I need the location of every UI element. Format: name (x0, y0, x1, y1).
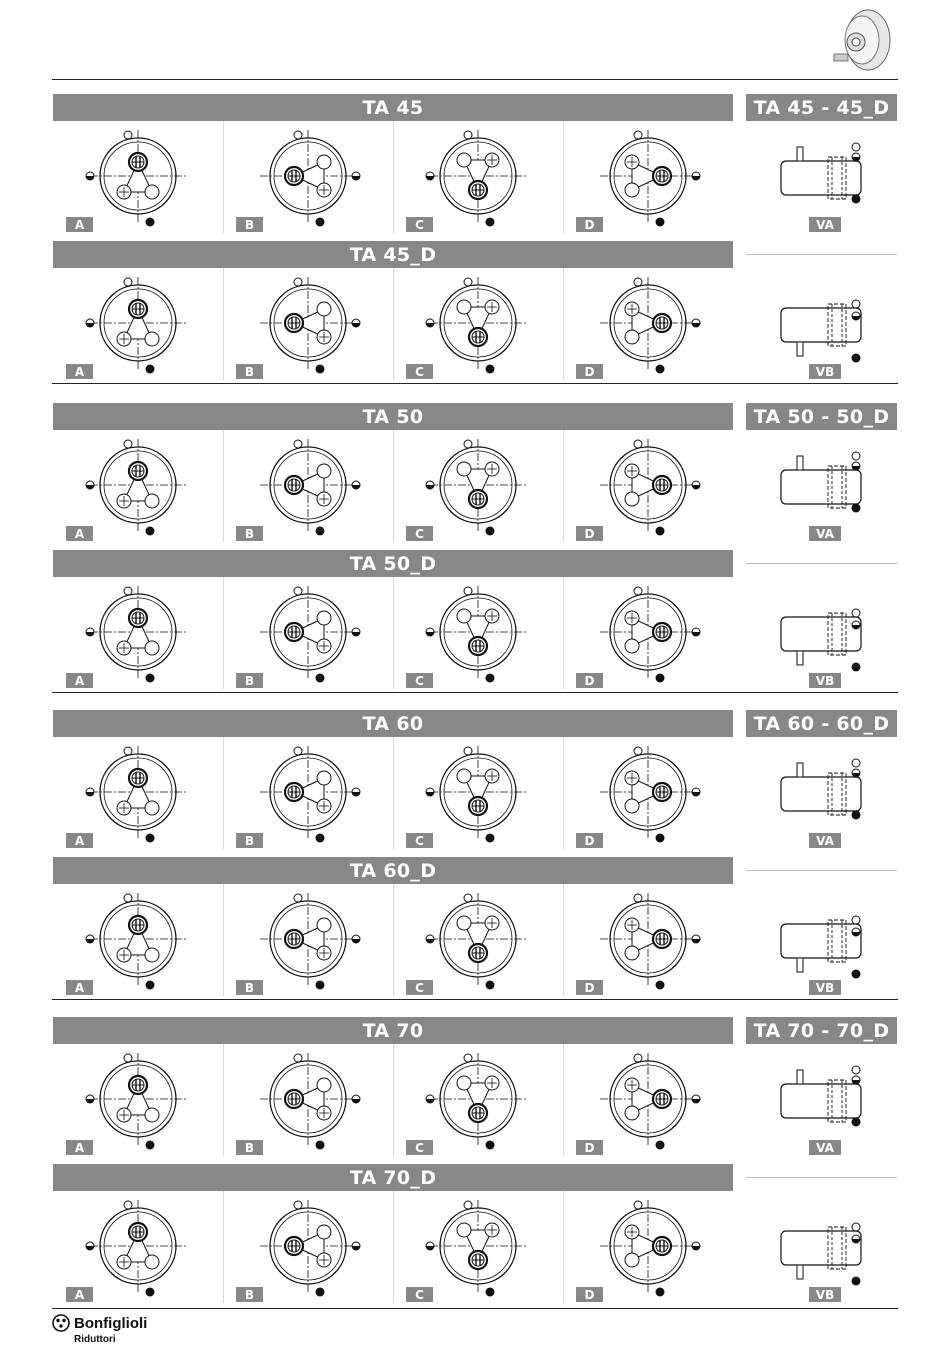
mounting-position-a (53, 577, 224, 689)
top-rule (52, 79, 898, 80)
position-label: D (576, 833, 603, 848)
position-label: C (406, 673, 433, 688)
position-label: B (236, 364, 263, 379)
group-divider (52, 999, 898, 1000)
position-label: A (66, 217, 93, 232)
va-label: VA (809, 833, 841, 848)
mounting-position-b (223, 121, 394, 233)
side-view-vb (746, 1191, 897, 1303)
position-label: C (406, 980, 433, 995)
position-label: C (406, 1287, 433, 1302)
bonfiglioli-logo-icon (52, 1314, 70, 1332)
mounting-position-b (223, 884, 394, 996)
position-label: B (236, 980, 263, 995)
vb-label: VB (809, 364, 841, 379)
position-label: A (66, 1140, 93, 1155)
position-label: D (576, 526, 603, 541)
mounting-position-c (393, 268, 564, 380)
brand-logo (52, 1314, 147, 1332)
mounting-position-a (53, 737, 224, 849)
brand-name: Bonfiglioli (74, 1314, 148, 1332)
side-view-va (746, 1044, 897, 1156)
side-divider (746, 870, 897, 871)
position-label: B (236, 1287, 263, 1302)
mounting-row-d (53, 577, 733, 689)
mounting-position-d (563, 121, 733, 233)
mounting-position-b (223, 737, 394, 849)
position-label: B (236, 1140, 263, 1155)
va-label: VA (809, 526, 841, 541)
side-section-title: TA 50 - 50_D (746, 403, 897, 430)
mounting-row-d (53, 1191, 733, 1303)
mounting-position-c (393, 1191, 564, 1303)
va-label: VA (809, 1140, 841, 1155)
mounting-position-a (53, 268, 224, 380)
position-label: A (66, 526, 93, 541)
side-divider (746, 563, 897, 564)
position-label: A (66, 364, 93, 379)
mounting-row-standard (53, 430, 733, 542)
mounting-position-d (563, 1191, 733, 1303)
mounting-row-standard (53, 1044, 733, 1156)
mounting-row-d (53, 884, 733, 996)
side-view-va (746, 737, 897, 849)
group-divider (52, 383, 898, 384)
vb-label: VB (809, 673, 841, 688)
side-divider (746, 1177, 897, 1178)
mounting-position-a (53, 884, 224, 996)
mounting-position-d (563, 430, 733, 542)
section-title-d: TA 70_D (53, 1164, 733, 1191)
mounting-position-b (223, 1191, 394, 1303)
section-title: TA 45 (53, 94, 733, 121)
side-section-title: TA 45 - 45_D (746, 94, 897, 121)
section-title-d: TA 50_D (53, 550, 733, 577)
side-view-va (746, 430, 897, 542)
mounting-position-b (223, 268, 394, 380)
mounting-position-d (563, 1044, 733, 1156)
side-divider (746, 254, 897, 255)
mounting-position-b (223, 430, 394, 542)
side-section-title: TA 70 - 70_D (746, 1017, 897, 1044)
mounting-position-c (393, 737, 564, 849)
mounting-row-d (53, 268, 733, 380)
position-label: B (236, 217, 263, 232)
mounting-row-standard (53, 121, 733, 233)
position-label: A (66, 673, 93, 688)
position-label: D (576, 673, 603, 688)
brand-subtitle: Riduttori (74, 1334, 116, 1345)
side-view-va (746, 121, 897, 233)
mounting-position-c (393, 430, 564, 542)
mounting-position-a (53, 1191, 224, 1303)
side-view-vb (746, 577, 897, 689)
section-title-d: TA 45_D (53, 241, 733, 268)
va-label: VA (809, 217, 841, 232)
mounting-position-b (223, 1044, 394, 1156)
position-label: C (406, 364, 433, 379)
position-label: C (406, 526, 433, 541)
mounting-position-a (53, 430, 224, 542)
position-label: C (406, 1140, 433, 1155)
side-view-vb (746, 268, 897, 380)
mounting-position-a (53, 1044, 224, 1156)
vb-label: VB (809, 980, 841, 995)
mounting-position-d (563, 268, 733, 380)
gearbox-thumbnail-image (832, 6, 892, 72)
group-divider (52, 692, 898, 693)
section-title: TA 60 (53, 710, 733, 737)
mounting-position-c (393, 1044, 564, 1156)
section-title-d: TA 60_D (53, 857, 733, 884)
position-label: B (236, 673, 263, 688)
section-title: TA 50 (53, 403, 733, 430)
position-label: D (576, 980, 603, 995)
side-view-vb (746, 884, 897, 996)
position-label: C (406, 217, 433, 232)
mounting-position-c (393, 577, 564, 689)
section-title: TA 70 (53, 1017, 733, 1044)
mounting-position-a (53, 121, 224, 233)
position-label: A (66, 1287, 93, 1302)
mounting-position-c (393, 884, 564, 996)
position-label: D (576, 217, 603, 232)
position-label: D (576, 1140, 603, 1155)
position-label: A (66, 833, 93, 848)
position-label: D (576, 1287, 603, 1302)
position-label: D (576, 364, 603, 379)
bottom-rule (52, 1308, 898, 1309)
mounting-position-d (563, 884, 733, 996)
position-label: C (406, 833, 433, 848)
position-label: A (66, 980, 93, 995)
mounting-position-c (393, 121, 564, 233)
side-section-title: TA 60 - 60_D (746, 710, 897, 737)
vb-label: VB (809, 1287, 841, 1302)
position-label: B (236, 833, 263, 848)
mounting-row-standard (53, 737, 733, 849)
position-label: B (236, 526, 263, 541)
mounting-position-d (563, 737, 733, 849)
mounting-position-b (223, 577, 394, 689)
mounting-position-d (563, 577, 733, 689)
